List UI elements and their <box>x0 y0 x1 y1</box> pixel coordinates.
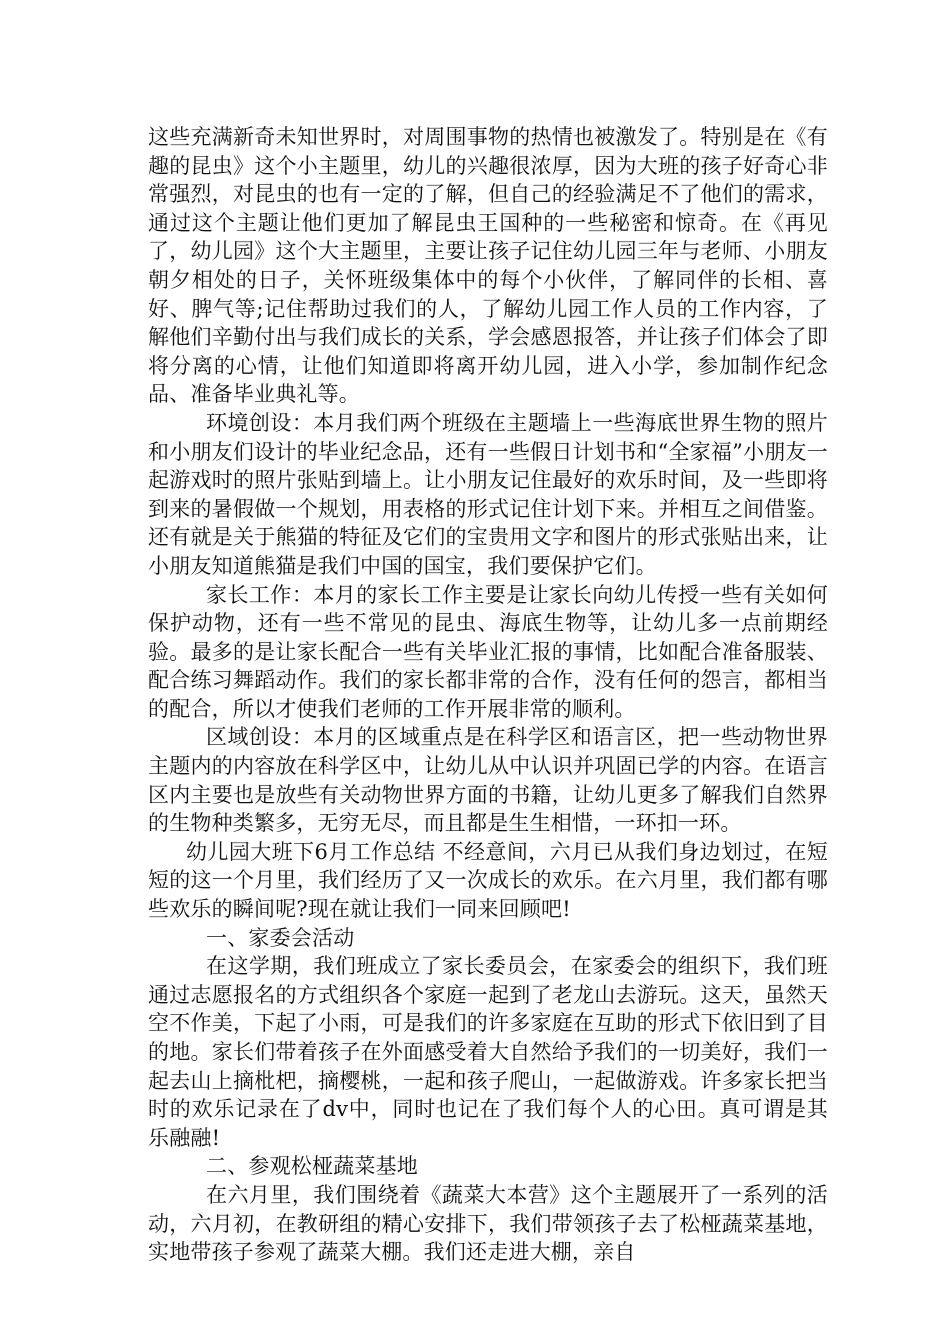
paragraph-area-setup: 区域创设：本月的区域重点是在科学区和语言区，把一些动物世界主题内的内容放在科学区中，让幼儿从中认识并巩固已学的内容。在语言区内主要也是放些有关动物世界方面的书籍，让幼儿更多了解我们自然界的生物种类繁多，无穷无尽，而且都是生生相惜，一环扣一环。 <box>148 725 828 836</box>
paragraph-parents-work: 家长工作：本月的家长工作主要是让家长向幼儿传授一些有关如何保护动物，还有一些不常见的昆虫、海底生物等，让幼儿多一点前期经验。最多的是让家长配合一些有关毕业汇报的事情，比如配合准备服装、配合练习舞蹈动作。我们的家长都非常的合作，没有任何的怨言，都相当的配合，所以才使我们老师的工作开展非常的顺利。 <box>148 582 828 721</box>
paragraph-committee: 在这学期，我们班成立了家长委员会，在家委会的组织下，我们班通过志愿报名的方式组织各个家庭一起到了老龙山去游玩。这天，虽然天空不作美，下起了小雨，可是我们的许多家庭在互助的形式下依旧到了目的地。家长们带着孩子在外面感受着大自然给予我们的一切美好，我们一起去山上摘枇杷，摘樱桃，一起和孩子爬山，一起做游戏。许多家长把当时的欢乐记录在了dv中，同时也记在了我们每个人的心田。真可谓是其乐融融! <box>148 954 828 1150</box>
paragraph-environment: 环境创设：本月我们两个班级在主题墙上一些海底世界生物的照片和小朋友们设计的毕业纪念品，还有一些假日计划书和“全家福”小朋友一起游戏时的照片张贴到墙上。让小朋友记住最好的欢乐时间，及一些即将到来的暑假做一个规划，用表格的形式记住计划下来。并相互之间借鉴。还有就是关于熊猫的特征及它们的宝贵用文字和图片的形式张贴出来，让小朋友知道熊猫是我们中国的国宝，我们要保护它们。 <box>148 410 828 578</box>
document-body <box>148 123 828 1267</box>
paragraph-vegetable-base: 在六月里，我们围绕着《蔬菜大本营》这个主题展开了一系列的活动，六月初，在教研组的精心安排下，我们带领孩子去了松桠蔬菜基地，实地带孩子参观了蔬菜大棚。我们还走进大棚，亲自 <box>148 1182 828 1265</box>
paragraph-themes: 这些充满新奇未知世界时，对周围事物的热情也被激发了。特别是在《有趣的昆虫》这个小主题里，幼儿的兴趣很浓厚，因为大班的孩子好奇心非常强烈，对昆虫的也有一定的了解，但自己的经验满足不了他们的需求，通过这个主题让他们更加了解昆虫王国种的一些秘密和惊奇。在《再见了，幼儿园》这个大主题里，主要让孩子记住幼儿园三年与老师、小朋友朝夕相处的日子，关怀班级集体中的每个小伙伴，了解同伴的长相、喜好、脾气等;记住帮助过我们的人，了解幼儿园工作人员的工作内容，了解他们辛勤付出与我们成长的关系，学会感恩报答，并让孩子们体会了即将分离的心情，让他们知道即将离开幼儿园，进入小学，参加制作纪念品、准备毕业典礼等。 <box>148 125 828 407</box>
section-heading-vegetable-base: 二、参观松桠蔬菜基地 <box>206 1154 418 1179</box>
paragraph-june-summary: 幼儿园大班下6月工作总结 不经意间，六月已从我们身边划过，在短短的这一个月里，我们经历了又一次成长的欢乐。在六月里，我们都有哪些欢乐的瞬间呢?现在就让我们一同来回顾吧! <box>148 839 828 922</box>
section-heading-committee: 一、家委会活动 <box>206 925 355 950</box>
